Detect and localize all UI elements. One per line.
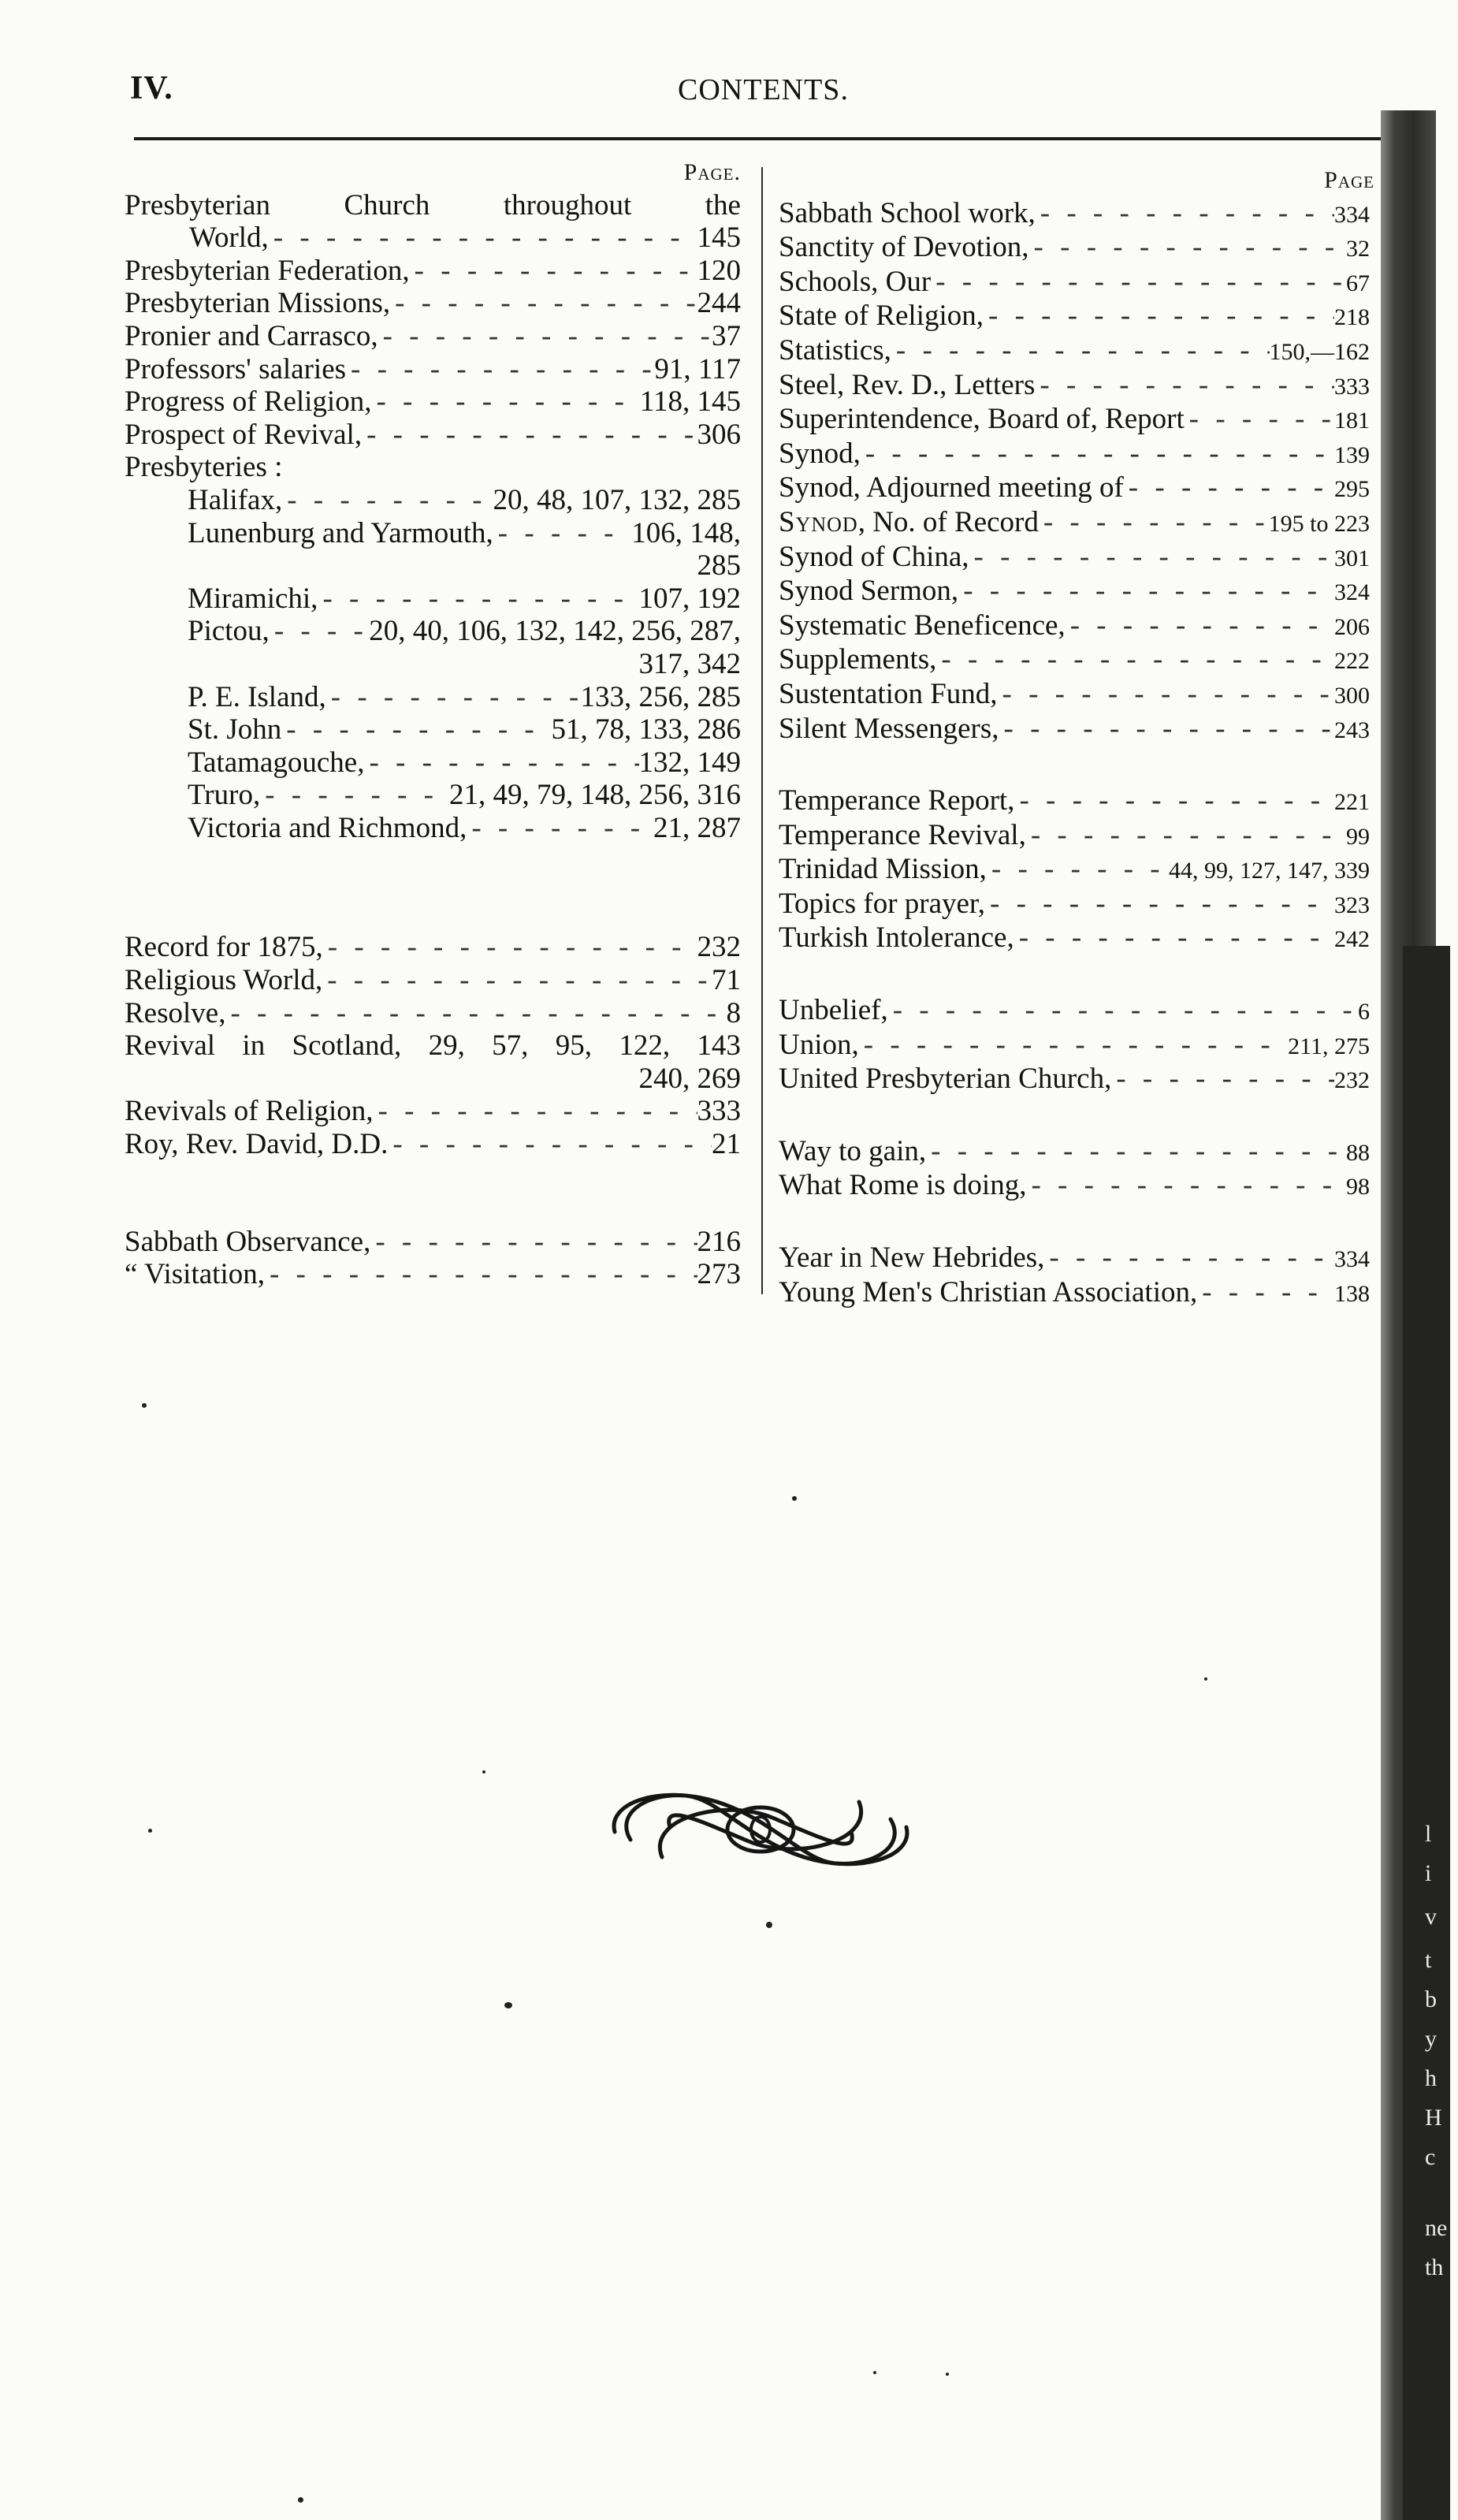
leader-dots (467, 812, 653, 845)
entry-pages: 118, 145 (639, 385, 741, 419)
leader-dots (225, 997, 726, 1030)
small-caps-word: Synod (779, 505, 858, 538)
index-entry (779, 994, 1370, 1029)
entry-label: Sanctity of Devotion, (779, 231, 1029, 264)
word: Church (344, 188, 430, 221)
entry-continuation: 240, 269 (638, 1062, 741, 1095)
right-column (779, 156, 1374, 1310)
entry-label: Statistics, (779, 333, 891, 367)
index-entry (779, 1063, 1370, 1097)
entry-label (779, 506, 1039, 539)
index-entry (779, 471, 1370, 506)
entry-label: Systematic Beneficence, (779, 609, 1066, 642)
speck (298, 2497, 303, 2503)
word: Presbyterian (125, 188, 270, 221)
entry-label: Turkish Intolerance, (779, 921, 1014, 955)
leader-dots (1029, 231, 1346, 264)
leader-dots (987, 853, 1169, 886)
leader-dots (861, 437, 1334, 471)
right-entries-t (779, 784, 1370, 956)
left-entries-p (125, 255, 741, 452)
entry-label: Unbelief, (779, 994, 888, 1027)
entry-pages: 301 (1334, 545, 1370, 571)
leader-dots (984, 300, 1334, 333)
index-entry (779, 266, 1370, 300)
entry-label: Religious World, (125, 964, 323, 997)
entry-label: “ Visitation, (125, 1258, 265, 1291)
presbyteries-heading (125, 451, 741, 484)
left-column (125, 156, 741, 1291)
right-entries-s (779, 197, 1370, 506)
leader-dots (322, 964, 712, 997)
index-entry (125, 681, 741, 714)
entry-label: Synod of China, (779, 540, 969, 573)
index-entry (125, 746, 741, 780)
entry-pages: 218 (1334, 304, 1370, 331)
entry-label: Pictou, (188, 615, 270, 648)
left-entries-s (125, 1226, 741, 1291)
entry-pages: 6 (1358, 999, 1370, 1025)
entry-pages: 20, 40, 106, 132, 142, 256, 287, (369, 615, 741, 648)
edge-letter: l (1425, 1821, 1432, 1847)
entry-label: Truro, (188, 779, 261, 812)
leader-dots (859, 1029, 1288, 1062)
leader-dots (985, 888, 1334, 921)
speck (504, 2002, 512, 2008)
entry-label: United Presbyterian Church, (779, 1063, 1112, 1096)
index-entry (125, 1128, 741, 1161)
index-entry (779, 1241, 1370, 1276)
presbyteries-list (125, 484, 741, 845)
entry-label: P. E. Island, (188, 680, 326, 713)
entry-label: Temperance Report, (779, 784, 1015, 817)
index-entry (125, 931, 741, 964)
speck (1204, 1677, 1207, 1681)
leader-dots (269, 221, 697, 255)
edge-letter: c (1425, 2144, 1436, 2170)
entry-label: Halifax, (188, 483, 283, 516)
leader-dots (374, 1095, 697, 1128)
index-entry (125, 385, 741, 419)
entry-label: Union, (779, 1028, 859, 1061)
index-entry (779, 231, 1370, 266)
entry-label: Steel, Rev. D., Letters (779, 368, 1036, 401)
entry-pages: 333 (1334, 373, 1370, 400)
index-entry (779, 888, 1370, 922)
index-entry (779, 643, 1370, 678)
word: 143 (697, 1029, 741, 1063)
index-entry (125, 484, 741, 517)
entry-label: Synod, Adjourned meeting of (779, 471, 1124, 504)
index-entry (779, 609, 1370, 644)
edge-letter: H (1425, 2105, 1442, 2131)
leader-dots (260, 779, 449, 812)
right-entries-w (779, 1135, 1370, 1204)
entry-pages: 32 (1346, 236, 1370, 262)
left-entries-r (125, 931, 741, 1029)
entry-label: Professors' salaries (125, 352, 347, 385)
index-entry (779, 437, 1370, 472)
entry-pages: 21, 287 (653, 811, 741, 844)
index-entry (125, 320, 741, 353)
entry-label: Miramichi, (188, 582, 318, 615)
entry-label: Victoria and Richmond, (188, 811, 467, 844)
entry-label: Temperance Revival, (779, 818, 1026, 851)
entry-label: Presbyterian Missions, (125, 287, 391, 320)
entry-label: Presbyterian Federation, (125, 254, 410, 287)
entry-continuation: 317, 342 (638, 647, 741, 680)
entry-label: Year in New Hebrides, (779, 1241, 1045, 1275)
edge-letter: i (1425, 1860, 1432, 1886)
entry-pages: 133, 256, 285 (580, 680, 741, 713)
index-entry (779, 853, 1370, 888)
entry-label: Topics for prayer, (779, 887, 986, 920)
entry-presbyterian-church (125, 189, 741, 222)
left-page-heading: Page. (683, 159, 741, 185)
index-entry (779, 1276, 1370, 1311)
word: throughout (503, 188, 632, 221)
entry-pages: 211, 275 (1288, 1033, 1370, 1059)
index-entry (125, 1258, 741, 1291)
entry-label: Synod Sermon, (779, 575, 959, 608)
index-entry (779, 300, 1370, 334)
leader-dots (1111, 1063, 1334, 1096)
index-entry (779, 819, 1370, 854)
entry-label: Synod, (779, 437, 861, 470)
page-title: CONTENTS. (678, 73, 849, 106)
entry-synod-record (779, 506, 1370, 541)
entry-pages: 106, 148, (631, 516, 741, 549)
index-entry (125, 583, 741, 616)
entry-pages: 295 (1334, 476, 1370, 503)
entry-pages: 232 (697, 931, 741, 964)
index-entry (125, 419, 741, 452)
entry-pages: 145 (697, 221, 741, 255)
leader-dots (931, 266, 1346, 299)
edge-letter: ne (1425, 2215, 1448, 2241)
speck (148, 1829, 152, 1833)
leader-dots (926, 1135, 1346, 1168)
entry-pages: 98 (1346, 1174, 1370, 1200)
leader-dots (493, 517, 631, 550)
leader-dots (888, 994, 1358, 1027)
entry-pages: 21 (712, 1128, 741, 1161)
entry-pages: 273 (697, 1258, 741, 1291)
entry-label: Roy, Rev. David, D.D. (125, 1128, 389, 1161)
entry-pages: 67 (1346, 270, 1370, 296)
entry-label: What Rome is doing, (779, 1169, 1027, 1202)
word: 29, (428, 1029, 465, 1063)
entry-label: Sabbath Observance, (125, 1225, 371, 1258)
entry-label: State of Religion, (779, 300, 984, 333)
leader-dots (1026, 819, 1346, 852)
entry-pages: 44, 99, 127, 147, 339 (1169, 858, 1370, 884)
word: 95, (555, 1029, 592, 1063)
index-entry (125, 287, 741, 320)
right-page-heading: Page (1324, 167, 1374, 193)
speck (792, 1496, 797, 1501)
entry-revival-scotland (125, 1029, 741, 1063)
entry-label: World, (189, 221, 269, 255)
word: 122, (619, 1029, 671, 1063)
page-numeral: IV. (130, 70, 173, 106)
index-entry (779, 678, 1370, 713)
index-entry (779, 1169, 1370, 1204)
leader-dots (969, 541, 1334, 574)
edge-letter: v (1425, 1904, 1437, 1930)
header-rule (134, 137, 1391, 140)
leader-dots (1036, 197, 1334, 230)
edge-letter: th (1425, 2254, 1444, 2280)
leader-dots (958, 575, 1334, 608)
index-entry (125, 615, 741, 648)
entry-pages: 300 (1334, 682, 1370, 709)
entry-pages: 306 (697, 418, 741, 451)
entry-pages: 8 (726, 996, 741, 1029)
index-entry (779, 197, 1370, 232)
index-entry (125, 964, 741, 997)
leader-dots (323, 931, 697, 964)
entry-label: Supplements, (779, 643, 937, 676)
leader-dots (282, 484, 493, 517)
entry-label: Prospect of Revival, (125, 418, 363, 451)
entry-pages: 91, 117 (654, 352, 741, 385)
leader-dots (1124, 471, 1334, 504)
label-rest: , No. of Record (857, 505, 1039, 538)
index-entry (779, 334, 1370, 369)
leader-dots (936, 643, 1334, 676)
entry-pages: 37 (712, 319, 741, 352)
index-entry (779, 1135, 1370, 1170)
right-entries-u (779, 994, 1370, 1097)
leader-dots (1014, 921, 1334, 955)
index-entry (125, 353, 741, 386)
speck (142, 1403, 147, 1408)
edge-letter: h (1425, 2065, 1437, 2091)
entry-pages: 71 (712, 964, 741, 997)
leader-dots (388, 1128, 712, 1161)
leader-dots (1185, 403, 1334, 436)
entry-pages: 216 (697, 1225, 741, 1258)
entry-pages: 150,—162 (1269, 338, 1370, 365)
index-entry (779, 1029, 1370, 1063)
index-entry (779, 403, 1370, 437)
leader-dots (1197, 1276, 1334, 1309)
entry-pages: 243 (1334, 717, 1370, 743)
index-entry (779, 713, 1370, 747)
leader-dots (281, 713, 551, 746)
leader-dots (326, 681, 581, 714)
leader-dots (318, 583, 638, 616)
entry-label: Pronier and Carrasco, (125, 319, 378, 352)
entry-pages: 21, 49, 79, 148, 256, 316 (449, 779, 741, 812)
edge-letter: y (1425, 2026, 1437, 2052)
speck (946, 2373, 949, 2376)
leader-dots (370, 1226, 697, 1259)
index-entry (125, 997, 741, 1030)
leader-dots (1044, 1241, 1334, 1275)
speck (873, 2371, 876, 2374)
entry-label: Resolve, (125, 996, 226, 1029)
edge-letter: b (1425, 1986, 1437, 2012)
left-entries-r2 (125, 1095, 741, 1160)
leader-dots (362, 419, 697, 452)
entry-label: Presbyteries : (125, 451, 283, 484)
right-entries-y (779, 1241, 1370, 1310)
index-entry (779, 921, 1370, 956)
leader-dots (265, 1258, 697, 1291)
scan-margin-edge-dark (1403, 946, 1450, 2520)
entry-label: Schools, Our (779, 265, 932, 298)
entry-label: Lunenburg and Yarmouth, (188, 516, 493, 549)
leader-dots (371, 385, 639, 419)
entry-pages: 20, 48, 107, 132, 285 (493, 483, 741, 516)
entry-pages: 334 (1334, 201, 1370, 228)
entry-label: Tatamagouche, (188, 746, 365, 779)
index-entry (125, 713, 741, 746)
word: the (705, 188, 741, 221)
leader-dots (346, 353, 654, 386)
leader-dots (390, 287, 697, 320)
entry-pages: 138 (1334, 1280, 1370, 1307)
entry-pages: 181 (1334, 408, 1370, 434)
leader-dots (270, 615, 369, 648)
entry-label: Sustentation Fund, (779, 677, 998, 710)
speck (766, 1922, 772, 1928)
entry-label: Superintendence, Board of, Report (779, 403, 1185, 436)
leader-dots (1035, 369, 1334, 402)
entry-pages: 206 (1334, 613, 1370, 640)
entry-pages: 323 (1334, 891, 1370, 918)
leader-dots (1026, 1169, 1346, 1202)
column-divider (761, 167, 763, 1294)
word: Scotland, (292, 1029, 402, 1063)
leader-dots (1039, 506, 1269, 539)
entry-pages: 222 (1334, 648, 1370, 675)
index-entry (779, 369, 1370, 404)
entry-label: Silent Messengers, (779, 712, 999, 745)
entry-label: Trinidad Mission, (779, 853, 987, 886)
entry-pages: 333 (697, 1095, 741, 1128)
entry-label: Progress of Religion, (125, 385, 372, 419)
entry-label: St. John (188, 713, 282, 746)
entry-pages: 107, 192 (638, 582, 741, 615)
entry-pages: 139 (1334, 441, 1370, 468)
entry-label: Revivals of Religion, (125, 1095, 374, 1128)
entry-pages: 99 (1346, 823, 1370, 850)
word: Revival (125, 1029, 216, 1063)
edge-letter: t (1425, 1947, 1432, 1973)
index-entry (125, 812, 741, 845)
index-entry (125, 779, 741, 812)
entry-pages: 88 (1346, 1139, 1370, 1166)
leader-dots (378, 320, 712, 353)
entry-pages: 324 (1334, 579, 1370, 606)
leader-dots (1066, 609, 1334, 642)
word: 57, (492, 1029, 529, 1063)
entry-label: Record for 1875, (125, 931, 323, 964)
entry-pages: 232 (1334, 1067, 1370, 1094)
entry-pages: 334 (1334, 1246, 1370, 1273)
index-entry (125, 517, 741, 550)
entry-pages: 244 (697, 287, 741, 320)
leader-dots (410, 255, 697, 288)
index-entry (125, 255, 741, 288)
leader-dots (1014, 784, 1334, 817)
index-entry (779, 784, 1370, 819)
leader-dots (999, 713, 1334, 746)
entry-pages: 195 to 223 (1268, 510, 1370, 537)
leader-dots (364, 746, 638, 780)
index-entry (779, 541, 1370, 575)
speck (482, 1770, 485, 1774)
entry-pages: 221 (1334, 789, 1370, 816)
entry-label: Sabbath School work, (779, 196, 1036, 229)
entry-pages: 242 (1334, 926, 1370, 953)
decorative-knot-ornament (599, 1770, 922, 1889)
index-entry (125, 1226, 741, 1259)
entry-label: Way to gain, (779, 1134, 927, 1167)
word: in (242, 1029, 266, 1063)
entry-presbyterian-church-cont (125, 221, 741, 255)
entry-pages: 51, 78, 133, 286 (551, 713, 741, 746)
entry-continuation: 285 (697, 549, 741, 583)
index-entry (125, 1095, 741, 1128)
entry-pages: 120 (697, 254, 741, 287)
leader-dots (998, 678, 1334, 711)
entry-label: Young Men's Christian Association, (779, 1275, 1198, 1308)
right-entries-s2 (779, 541, 1370, 747)
leader-dots (891, 334, 1270, 367)
entry-pages: 132, 149 (638, 746, 741, 779)
index-entry (779, 575, 1370, 609)
